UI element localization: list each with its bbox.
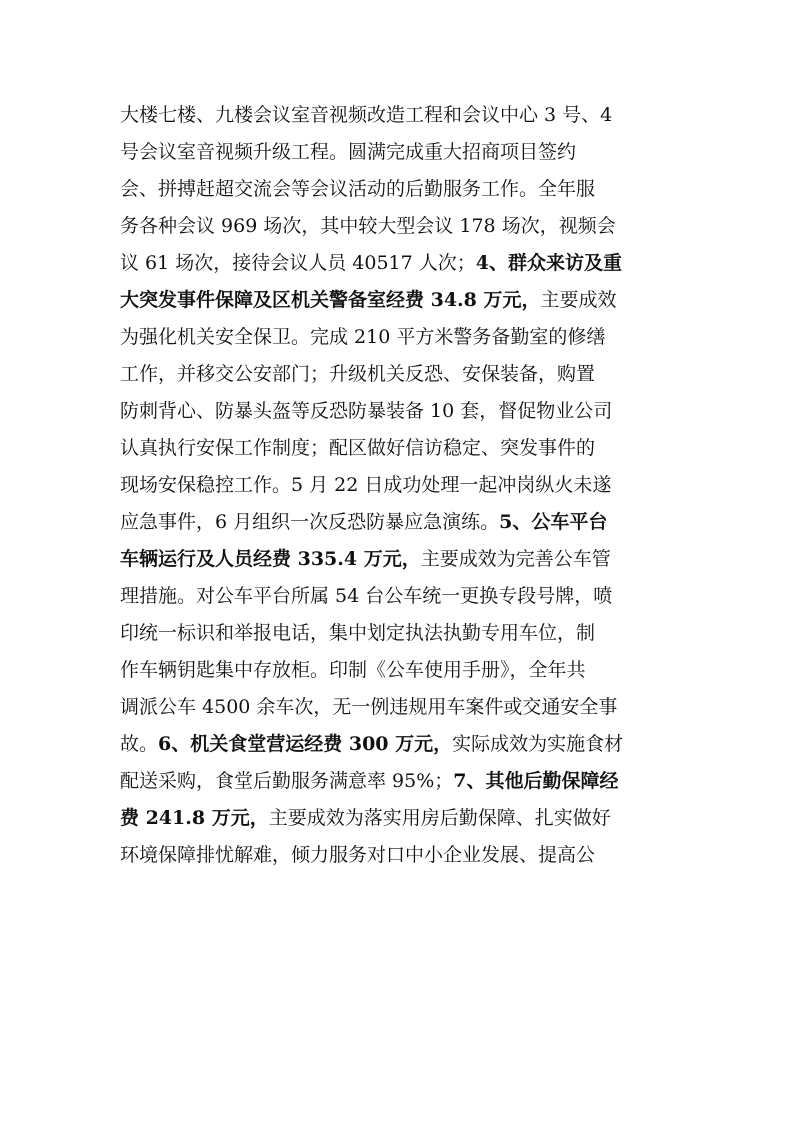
text-line bbox=[120, 837, 680, 874]
text-line bbox=[120, 282, 680, 319]
text-segment: 现场安保稳控工作。5 月 22 日成功处理一起冲岗纵火未遂 bbox=[120, 474, 612, 496]
bold-text-segment: 4、群众来访及重 bbox=[475, 252, 623, 274]
text-line bbox=[120, 615, 680, 652]
text-segment: 环境保障排忧解难，倾力服务对口中小企业发展、提高公 bbox=[120, 844, 596, 866]
text-line bbox=[120, 467, 680, 504]
text-segment: 议 61 场次，接待会议人员 40517 人次； bbox=[120, 252, 476, 274]
bold-text-segment: 车辆运行及人员经费 335.4 万元， bbox=[120, 548, 421, 570]
text-line bbox=[120, 763, 680, 800]
text-line bbox=[120, 800, 680, 837]
text-line bbox=[120, 208, 680, 245]
text-segment: 号会议室音视频升级工程。圆满完成重大招商项目签约 bbox=[120, 141, 577, 163]
text-line bbox=[120, 356, 680, 393]
text-line bbox=[120, 504, 680, 541]
text-line bbox=[120, 319, 680, 356]
text-segment: 主要成效为完善公车管 bbox=[420, 548, 611, 570]
bold-text-segment: 费 241.8 万元， bbox=[120, 807, 269, 829]
text-line bbox=[120, 245, 680, 282]
text-segment: 工作，并移交公安部门；升级机关反恐、安保装备，购置 bbox=[120, 363, 596, 385]
bold-text-segment: 7、其他后勤保障经 bbox=[453, 770, 619, 792]
text-line bbox=[120, 689, 680, 726]
text-line bbox=[120, 578, 680, 615]
text-segment: 印统一标识和举报电话，集中划定执法执勤专用车位，制 bbox=[120, 622, 596, 644]
text-segment: 配送采购，食堂后勤服务满意率 95%； bbox=[120, 770, 454, 792]
text-line bbox=[120, 726, 680, 763]
bold-text-segment: 大突发事件保障及区机关警备室经费 34.8 万元， bbox=[120, 289, 541, 311]
text-segment: 调派公车 4500 余车次，无一例违规用车案件或交通安全事 bbox=[120, 696, 618, 718]
text-segment: 理措施。对公车平台所属 54 台公车统一更换专段号牌，喷 bbox=[120, 585, 613, 607]
text-segment: 主要成效为落实用房后勤保障、扎实做好 bbox=[268, 807, 611, 829]
text-line bbox=[120, 134, 680, 171]
text-line bbox=[120, 171, 680, 208]
text-segment: 务各种会议 969 场次，其中较大型会议 178 场次，视频会 bbox=[120, 215, 616, 237]
text-line bbox=[120, 393, 680, 430]
text-segment: 实际成效为实施食材 bbox=[452, 733, 624, 755]
text-segment: 应急事件，6 月组织一次反恐防暴应急演练。 bbox=[120, 511, 500, 533]
text-line bbox=[120, 652, 680, 689]
bold-text-segment: 6、机关食堂营运经费 300 万元， bbox=[158, 733, 453, 755]
text-segment: 认真执行安保工作制度；配区做好信访稳定、突发事件的 bbox=[120, 437, 596, 459]
text-segment: 为强化机关安全保卫。完成 210 平方米警务备勤室的修缮 bbox=[120, 326, 606, 348]
body-paragraph bbox=[120, 96, 680, 874]
text-segment: 作车辆钥匙集中存放柜。印制《公车使用手册》，全年共 bbox=[120, 659, 586, 681]
text-segment: 大楼七楼、九楼会议室音视频改造工程和会议中心 3 号、4 bbox=[120, 104, 613, 126]
text-segment: 主要成效 bbox=[540, 289, 617, 311]
text-segment: 防刺背心、防暴头盔等反恐防暴装备 10 套，督促物业公司 bbox=[120, 400, 613, 422]
bold-text-segment: 5、公车平台 bbox=[499, 511, 608, 533]
text-segment: 会、拼搏赶超交流会等会议活动的后勤服务工作。全年服 bbox=[120, 178, 596, 200]
text-line bbox=[120, 541, 680, 578]
text-segment: 故。 bbox=[120, 733, 159, 755]
text-line bbox=[120, 430, 680, 467]
text-line bbox=[120, 96, 680, 134]
